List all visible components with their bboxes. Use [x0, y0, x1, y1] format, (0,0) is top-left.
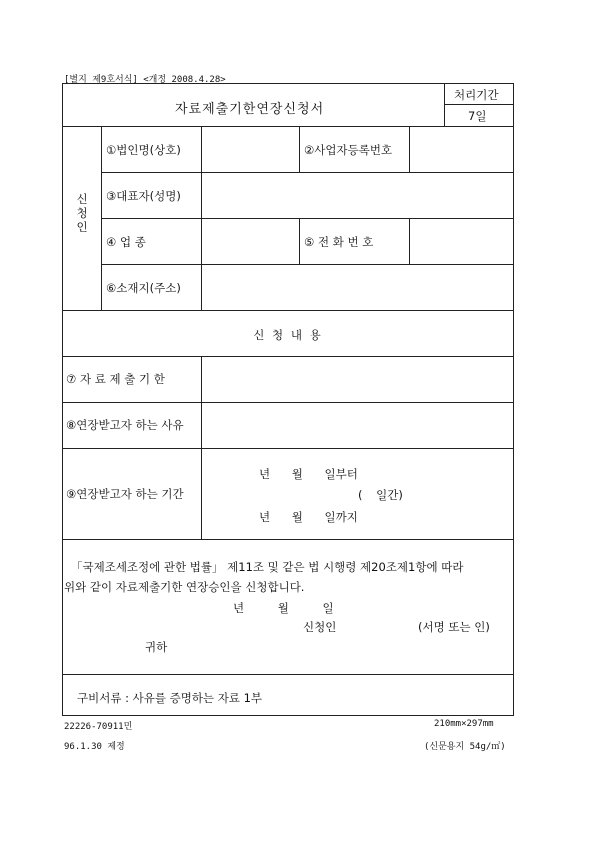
- processing-value: 7일: [468, 109, 487, 123]
- period-from: 년 월 일부터: [259, 467, 358, 481]
- business-type-label: ④ 업 종: [106, 235, 146, 249]
- attachments-note: 구비서류 : 사유를 증명하는 자료 1부: [77, 691, 262, 705]
- statement-line1: 「국제조세조정에 관한 법률」 제11조 및 같은 법 시행령 제20조제1항에 따라: [71, 560, 464, 574]
- corp-name-label: ①법인명(상호): [106, 143, 181, 157]
- biz-reg-no-label: ②사업자등록번호: [304, 143, 393, 157]
- sign-note: (서명 또는 인): [418, 620, 490, 634]
- statement-line2: 위와 같이 자료제출기한 연장승인을 신청합니다.: [64, 580, 305, 594]
- application-form: [62, 83, 514, 716]
- address-label: ⑥소재지(주소): [106, 281, 181, 295]
- signer-label: 신청인: [303, 620, 337, 634]
- processing-label: 처리기간: [454, 88, 499, 102]
- statement-date: 년 월 일: [233, 601, 334, 615]
- footer-paper-type: (신문용지 54g/㎡): [424, 742, 506, 752]
- deadline-label: ⑦ 자 료 제 출 기 한: [66, 372, 165, 386]
- period-days: ( 일간): [358, 488, 403, 502]
- footer-established: 96.1.30 제정: [64, 742, 125, 752]
- form-reference: [별지 제9호서식] <개정 2008.4.28>: [64, 75, 226, 85]
- period-label: ⑨연장받고자 하는 기간: [66, 487, 184, 501]
- reason-label: ⑧연장받고자 하는 사유: [66, 418, 184, 432]
- addressee: 귀하: [145, 640, 168, 654]
- period-to: 년 월 일까지: [259, 510, 358, 524]
- phone-label: ⑤ 전 화 번 호: [304, 235, 374, 249]
- form-title: 자료제출기한연장신청서: [175, 102, 325, 117]
- footer-paper-size: 210mm×297mm: [434, 719, 494, 729]
- request-section-title: 신 청 내 용: [253, 328, 323, 342]
- applicant-section-label: 신청인: [76, 192, 88, 234]
- representative-label: ③대표자(성명): [106, 189, 181, 203]
- footer-form-code: 22226-70911민: [64, 722, 133, 732]
